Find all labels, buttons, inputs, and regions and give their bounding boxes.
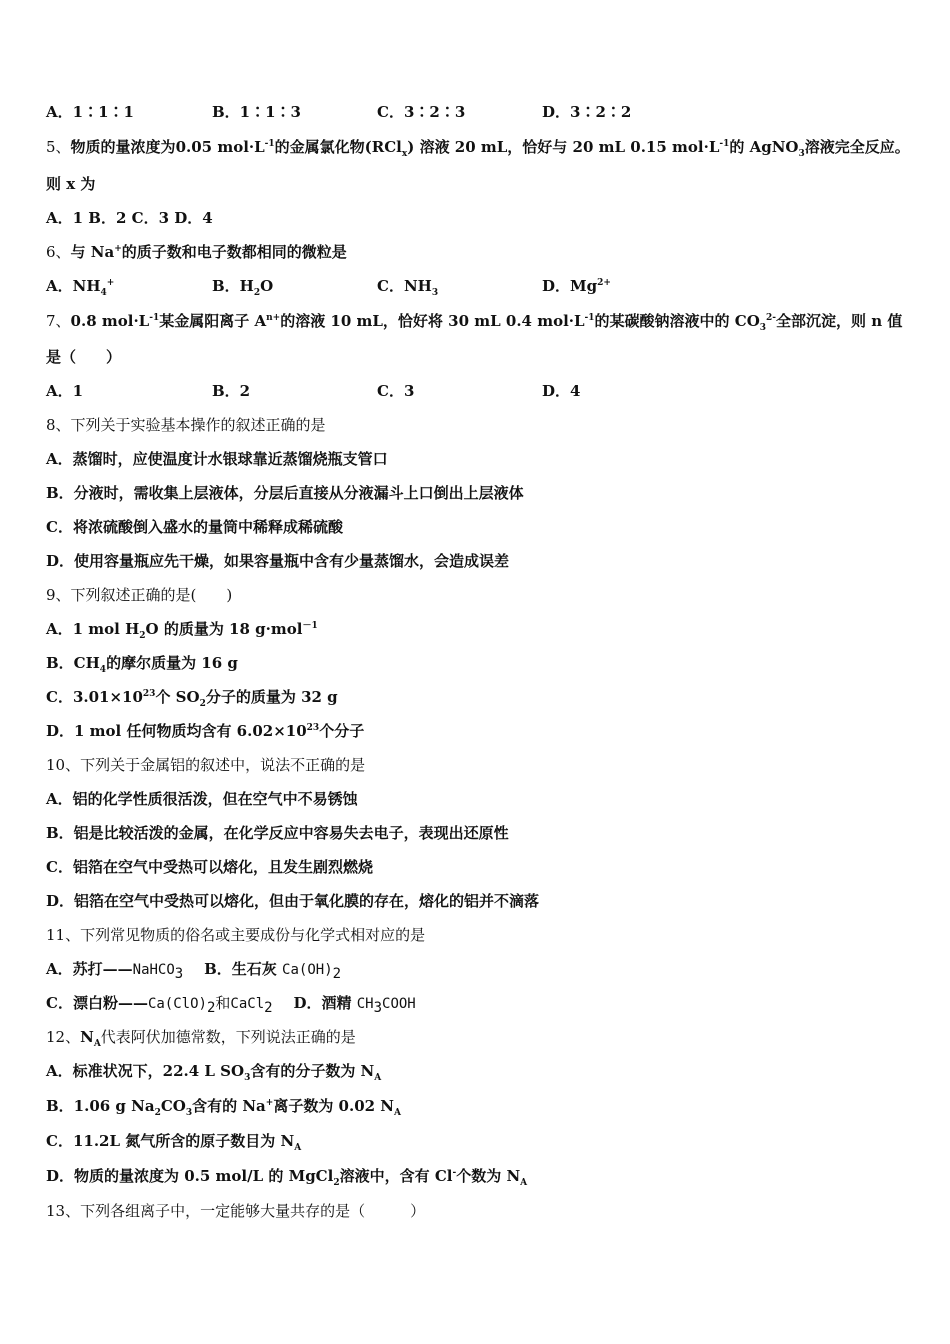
q4-option-a[interactable]: A．1∶1∶1 (46, 103, 134, 121)
q8-option-d[interactable]: D．使用容量瓶应先干燥，如果容量瓶中含有少量蒸馏水，会造成误差 (46, 552, 510, 570)
q4-option-d[interactable]: D．3∶2∶2 (542, 103, 632, 121)
q11-option-d[interactable]: D．酒精 $CH_3COOH$ (293, 994, 416, 1016)
q8-stem: 8、下列关于实验基本操作的叙述正确的是 (46, 416, 326, 434)
q12-option-d[interactable]: D．物质的量浓度为 0.5 mol/L 的 MgCl$_2$溶液中，含有 Cl-个数为 $N_A$ (46, 1167, 528, 1188)
q6-option-a[interactable]: A．$NH_4^+$ (46, 277, 115, 298)
q11-option-c[interactable]: C．漂白粉$——Ca(ClO)_2$和CaCl$_2$ (46, 994, 273, 1016)
q9-stem: 9、下列叙述正确的是( ) (46, 586, 233, 604)
q12-stem: 12、$N_A$代表阿伏加德常数，下列说法正确的是 (46, 1028, 356, 1049)
q10-stem: 10、下列关于金属铝的叙述中，说法不正确的是 (46, 756, 366, 774)
q8-option-a[interactable]: A．蒸馏时，应使温度计水银球靠近蒸馏烧瓶支管口 (46, 450, 388, 468)
q4-option-c[interactable]: C．3∶2∶3 (377, 103, 466, 121)
q5-stem: 5、物质的量浓度为0.05 $mol\cdot L^{-1}$的金属氯化物(RCl$_x$) 溶液 20 mL，恰好与 20 mL 0.15 $mol\cdot L^{-1}$的 AgNO$_3$溶液完全反应。 (46, 138, 910, 159)
q5-stem-line2: 则 x 为 (46, 175, 96, 193)
q11-option-b[interactable]: B．生石灰 $Ca(OH)_2$ (204, 960, 342, 982)
q7-option-d[interactable]: D．4 (542, 382, 581, 400)
q7-option-a[interactable]: A．1 (46, 382, 84, 400)
q11-options-ab (46, 959, 910, 980)
q8-option-b[interactable]: B．分液时，需收集上层液体，分层后直接从分液漏斗上口倒出上层液体 (46, 484, 524, 502)
q6-option-c[interactable]: C．$NH_3$ (377, 277, 439, 298)
q7-stem-line2: 是（ ） (46, 348, 122, 366)
q7-option-b[interactable]: B．2 (212, 382, 251, 400)
q6-option-d[interactable]: D．$Mg^{2+}$ (542, 277, 611, 295)
q9-option-c[interactable]: C．$3.01\times 10^{23}$个 $SO_2$分子的质量为 32 g (46, 688, 338, 709)
q12-option-a[interactable]: A．标准状况下，22.4 L $SO_3$含有的分子数为 $N_A$ (46, 1062, 382, 1083)
q10-option-b[interactable]: B．铝是比较活泼的金属，在化学反应中容易失去电子，表现出还原性 (46, 824, 509, 842)
q7-stem: 7、0.8 $mol\cdot L^{-1}$某金属阳离子 $A^{n+}$的溶液 10 mL，恰好将 30 mL 0.4 $mol\cdot L^{-1}$的某碳酸钠溶液中的 $CO_3^{2-}$全部沉淀，则 n 值 (46, 312, 903, 333)
q10-option-c[interactable]: C．铝箔在空气中受热可以熔化，且发生剧烈燃烧 (46, 858, 373, 876)
q10-option-d[interactable]: D．铝箔在空气中受热可以熔化，但由于氧化膜的存在，熔化的铝并不滴落 (46, 892, 540, 910)
q13-stem: 13、下列各组离子中，一定能够大量共存的是（ ） (46, 1202, 426, 1220)
q6-option-b[interactable]: B．$H_2O$ (212, 277, 274, 298)
q11-option-a[interactable]: A．苏打——NaHCO$_3$ (46, 960, 184, 982)
q12-option-c[interactable]: C．11.2L 氮气所含的原子数目为 $N_A$ (46, 1132, 302, 1153)
q11-stem: 11、下列常见物质的俗名或主要成份与化学式相对应的是 (46, 926, 426, 944)
q5-options[interactable]: A．1 B．2 C．3 D．4 (46, 209, 213, 227)
q9-option-b[interactable]: B．$CH_4$的摩尔质量为 16 g (46, 654, 238, 675)
q4-option-b[interactable]: B．1∶1∶3 (212, 103, 301, 121)
q6-stem: 6、与 Na+的质子数和电子数都相同的微粒是 (46, 243, 347, 261)
q8-option-c[interactable]: C．将浓硫酸倒入盛水的量筒中稀释成稀硫酸 (46, 518, 343, 536)
q10-option-a[interactable]: A．铝的化学性质很活泼，但在空气中不易锈蚀 (46, 790, 358, 808)
q11-options-cd (46, 993, 910, 1014)
q12-option-b[interactable]: B．1.06 g $Na_2CO_3$含有的 Na+离子数为 0.02 $N_A$ (46, 1097, 402, 1118)
q9-option-a[interactable]: A．1 mol $H_2O$ 的质量为 18 g·mol$^{-1}$ (46, 620, 318, 641)
q9-option-d[interactable]: D．1 mol 任何物质均含有 $6.02\times 10^{23}$个分子 (46, 722, 365, 740)
q7-option-c[interactable]: C．3 (377, 382, 415, 400)
